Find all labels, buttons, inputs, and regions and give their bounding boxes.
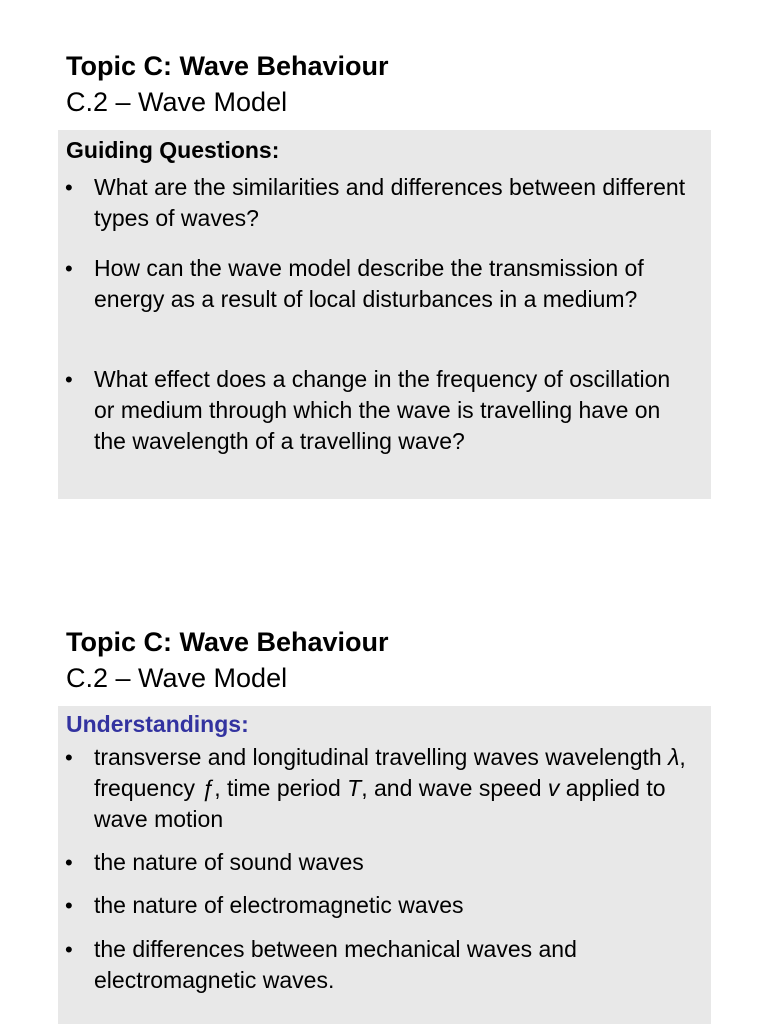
bullet-icon: • [65, 175, 73, 200]
list-item [58, 172, 711, 234]
slide-subtitle: C.2 – Wave Model [66, 87, 288, 117]
slide-subtitle: C.2 – Wave Model [66, 663, 288, 693]
list-item-text: the differences between mechanical waves and electromagnetic waves. [94, 936, 577, 993]
bullet-icon: • [65, 745, 73, 770]
guiding-questions-heading: Guiding Questions: [66, 137, 280, 163]
list-item-text: the nature of sound waves [94, 849, 364, 875]
bullet-icon: • [65, 367, 73, 392]
slide-title: Topic C: Wave Behaviour [66, 51, 389, 81]
list-item-text: What effect does a change in the frequency of oscillation or medium through which the wave is travelling have on the wavelength of a travelling wave? [94, 366, 671, 454]
speed-symbol: v [547, 775, 560, 801]
frequency-symbol: ƒ [201, 775, 215, 801]
bullet-icon: • [65, 256, 73, 281]
list-item [58, 742, 711, 835]
list-item [58, 253, 711, 315]
understandings-heading: Understandings: [66, 711, 249, 737]
text-segment: , time period [214, 775, 348, 801]
understandings-box [58, 706, 711, 1024]
bullet-icon: • [65, 937, 73, 962]
list-item-text: How can the wave model describe the transmission of energy as a result of local disturbances in a medium? [94, 255, 644, 312]
lambda-symbol: λ [668, 744, 680, 770]
text-segment: , and wave speed [361, 775, 548, 801]
bullet-icon: • [65, 893, 73, 918]
guiding-questions-box [58, 130, 711, 499]
list-item-text [94, 742, 694, 835]
list-item [58, 364, 711, 457]
list-item-text: the nature of electromagnetic waves [94, 892, 464, 918]
list-item [58, 890, 711, 921]
list-item-text: What are the similarities and differences between different types of waves? [94, 174, 686, 231]
text-segment: applied to wave motion [94, 775, 666, 832]
list-item [58, 934, 711, 996]
period-symbol: T [347, 775, 362, 801]
list-item [58, 847, 711, 878]
text-segment: transverse and longitudinal travelling waves wavelength [94, 744, 669, 770]
slide-title: Topic C: Wave Behaviour [66, 627, 389, 657]
text-segment: , frequency [94, 744, 686, 801]
bullet-icon: • [65, 850, 73, 875]
